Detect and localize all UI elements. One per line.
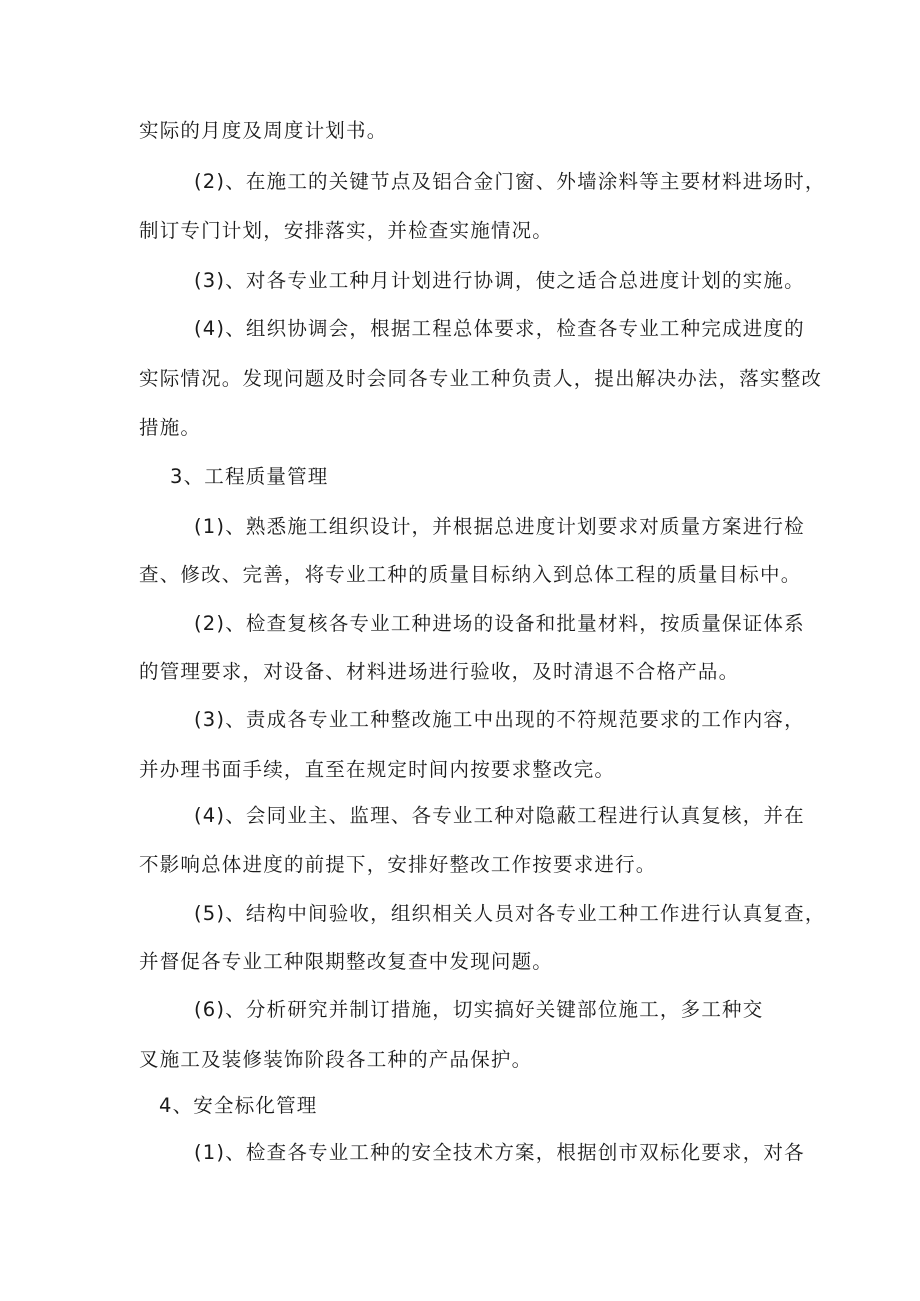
text-line: 实际的月度及周度计划书。 — [139, 119, 388, 142]
text-line: 不影响总体进度的前提下，安排好整改工作按要求进行。 — [139, 853, 657, 876]
text-line: (6)、分析研究并制订措施，切实搞好关键部位施工，多工种交 — [194, 998, 764, 1021]
text-line: 措施。 — [139, 416, 202, 439]
text-line: (1)、检查各专业工种的安全技术方案，根据创市双标化要求，对各 — [194, 1141, 805, 1164]
text-line: 的管理要求，对设备、材料进场进行验收，及时清退不合格产品。 — [139, 660, 740, 683]
text-line: (2)、在施工的关键节点及铝合金门窗、外墙涂料等主要材料进场时， — [194, 170, 826, 193]
text-line: (2)、检查复核各专业工种进场的设备和批量材料，按质量保证体系 — [194, 612, 805, 635]
text-line: 并办理书面手续，直至在规定时间内按要求整改完。 — [139, 758, 616, 781]
text-line: 叉施工及装修装饰阶段各工种的产品保护。 — [139, 1048, 533, 1071]
text-line: (3)、责成各专业工种整改施工中出现的不符规范要求的工作内容， — [194, 708, 805, 731]
text-line: 制订专门计划，安排落实，并检查实施情况。 — [139, 219, 554, 242]
section-heading: 3、工程质量管理 — [170, 465, 329, 488]
text-line: (4)、组织协调会，根据工程总体要求，检查各专业工种完成进度的 — [194, 317, 805, 340]
text-line: 实际情况。发现问题及时会同各专业工种负责人，提出解决办法，落实整改 — [139, 367, 823, 390]
text-line: 并督促各专业工种限期整改复查中发现问题。 — [139, 950, 554, 973]
text-line: 查、修改、完善，将专业工种的质量目标纳入到总体工程的质量目标中。 — [139, 563, 802, 586]
section-heading: 4、安全标化管理 — [159, 1094, 318, 1117]
text-line: (4)、会同业主、监理、各专业工种对隐蔽工程进行认真复核，并在 — [194, 804, 805, 827]
text-line: (3)、对各专业工种月计划进行协调，使之适合总进度计划的实施。 — [194, 269, 805, 292]
text-line: (5)、结构中间验收，组织相关人员对各专业工种工作进行认真复查， — [194, 902, 826, 925]
text-line: (1)、熟悉施工组织设计，并根据总进度计划要求对质量方案进行检 — [194, 515, 805, 538]
